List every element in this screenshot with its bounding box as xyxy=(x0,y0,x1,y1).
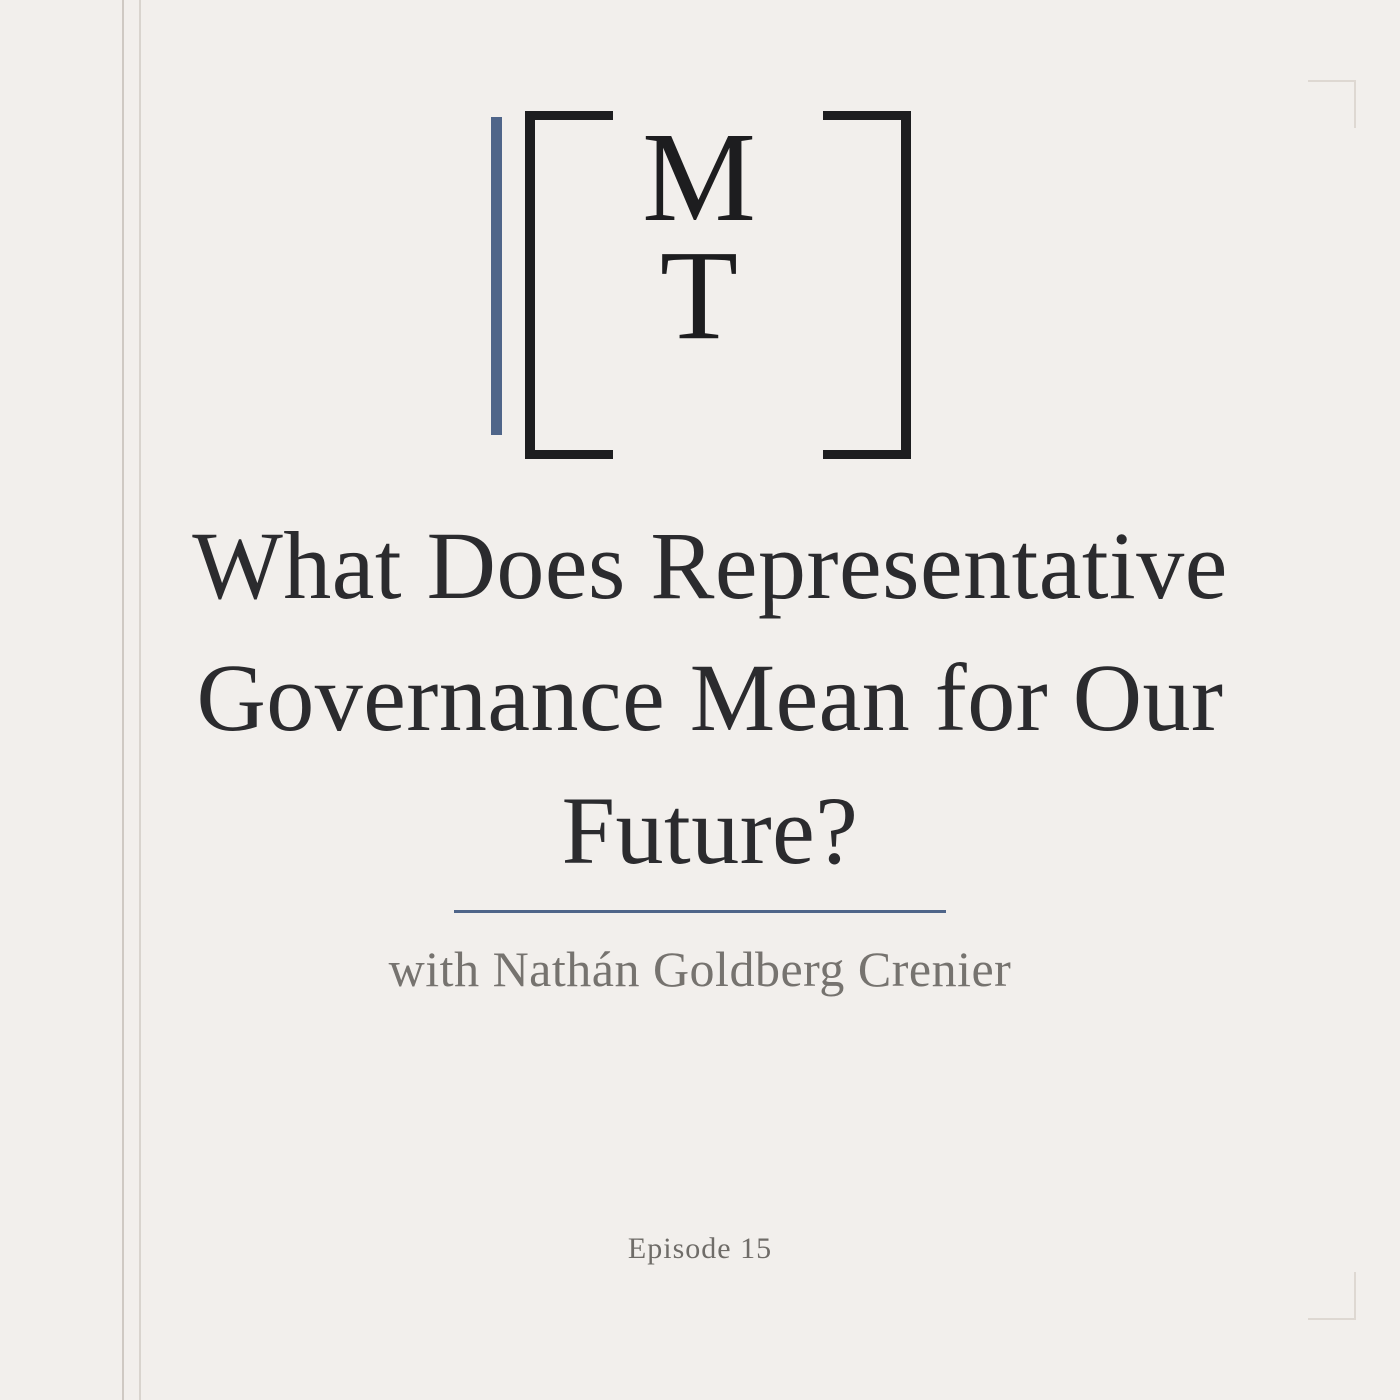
logo-letter-m: M xyxy=(642,106,758,248)
episode-number: Episode 15 xyxy=(627,1232,773,1265)
title-divider xyxy=(454,910,946,913)
episode-title: What Does Representative Governance Mean for Our Future? xyxy=(192,512,1228,884)
episode-guest: with Nathán Goldberg Crenier xyxy=(388,941,1012,997)
brand-logo xyxy=(0,96,1400,446)
corner-bracket-bottom-right xyxy=(1308,1272,1356,1320)
logo-letter-t: T xyxy=(659,223,741,366)
